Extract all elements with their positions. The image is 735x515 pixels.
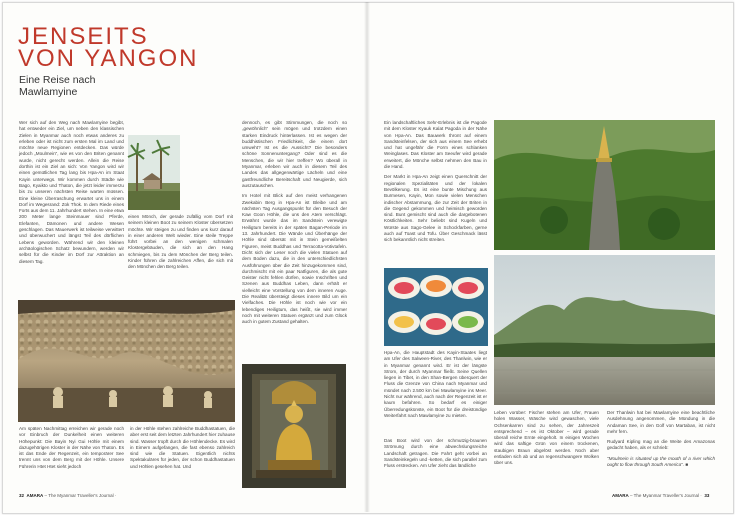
paragraph: Das Boot wird von der schmutzig-braunen Strömung durch eine abwechslungsreiche Landschaft getragen. Die Fahrt geht vorbei an Sandsteinkegeln und -ketten, die sich parallel zum Fluss erstrecken. Am Ufer zieht das ländliche [384, 438, 487, 469]
column-4-text [494, 410, 599, 490]
paragraph: Der Markt in Hpa-An zeigt einen Querschnitt der regionalen Spezialitäten und der lokalen Bevölkerung. Es ist eine bunte Mischung aus Burmesen, Kayin, Mon sowie vielen Menschen indischer Abstammung, die zur Zeit der Briten in die Gegend gekommen und heimisch geworden sind. Bunt gemischt sind auch die dargebotenen Köstlichkeiten. Sehr beliebt sind Kugeln und Würste aus Sago-Gelee in Schockfarben, gerne auch auf Toast und Tofu. Über Geschmack lässt sich bekanntlich nicht streiten. [384, 174, 487, 243]
article-subtitle-line1: Eine Reise nach [19, 74, 96, 86]
paragraph: Rudyard Kipling mag an die Weite des Amazonas gedacht haben, als er schrieb: [607, 439, 715, 451]
quote: "Moulmein is situated up the mouth of a river which ought to flow through South America". ■ [607, 455, 715, 468]
paragraph: Hpa-An, die Hauptstadt des Kayin-Staates liegt am Ufer des Salween-River, des Thanlwin, wie er in Myanmar genannt wird. Er ist der längste Strom, der durch Myanmar fließt. Seine Quellen liegen in Tibet, in den Shan-Bergen überquert der Fluss die Grenze von China nach Myanmar und mündet nach 2.500 km bei Mawlamyine ins Meer. Nicht nur während, auch nach der Regenzeit ist er kaum befahren. So bedarf es einiger Überredungskünste, ein Boot für die dreistündige Weiterfahrt nach Mawlamyine zu mieten. [384, 350, 487, 418]
photo-salween-river [494, 255, 715, 405]
paragraph: in der Höhle stehen zahlreiche Buddhastatuen, die aber erst seit dem letzten Jahrhundert hier zuhause sind. Wasser tropft durch die Höhlendecke. Es wird in Eimern aufgefangen, die fast ebenso zahlreich sind wie die Statuen. Eigentlich nichts Spektakuläres für jeden, der schon Buddhastatuen und Höhlen gesehen hat. Und [130, 426, 235, 469]
footer-brand-right: AMARA [612, 493, 629, 498]
article-subtitle [19, 74, 219, 98]
column-2-text [242, 120, 347, 360]
article-title [18, 23, 318, 72]
footer-journal-left: – The Myanmar Traveller's Journal · [43, 493, 117, 498]
column-1b-text [128, 214, 233, 294]
footer-right [612, 493, 709, 498]
photo-kyauk-kalat-pagoda [494, 120, 715, 250]
photo-village-palms [128, 135, 180, 210]
column-1-text [19, 120, 124, 320]
article-title-line1: JENSEITS [18, 23, 149, 50]
paragraph: Wer sich auf den Weg nach Mawlamyine begibt, hat entweder ein Ziel, um neben den klassischen Zielen in Myanmar auch noch etwas anderes zu erleben oder ist nicht zum ersten Mal im Land und möchte neue Regionen entdecken. Das würde jedoch „Moulmein“, wie es von den Briten genannt wurde, nicht gerecht werden. Allein die Reise dorthin ist ein Ziel an sich: Von Yangon wird wir einen gemütlichen Tag lang bis Hpa-An im Staat Kayin unterwegs. Wir kommen durch Städte wie Bago, Kyaikto und Thaton, die jetzt leider immerzu bis zu unseren nächsten Reise warten müssen. Eine kleine Überraschung erwartet uns in einem Dorf im Wegesrand: Zok Thok. In dem Riede eines Forts aus dem 11. Jahrhundert stehen. In eine etwa 200 Meter lange Steinmauer sind Pferde, Elefanten, Dämonen und andere Wesen geschlagen. Das Mauerwerk ist teilweise verwittert und überwuchert und längst Teil des dörflichen Lebens geworden. Während wir den kleinen archäologischen Schatz bewundern, werden wir selbst für die Kinder im Dorf zur Attraktion an diesem Tag. [19, 120, 124, 264]
paragraph: einen Mönch, der gerade zufällig vom Dorf mit seinem kleinen Boot zu seinem Kloster übersetzen möchte. Wir steigen zu und finden uns kurz darauf in einer anderen Welt wieder. Eine steile Treppe führt vorbei an den wenigen schmalen Klostergebäuden, die sich an den Hang schmiegen, bis zu dem Mönchen der Berg teilen. Kinder führen die zahlreichen Affen, die sich mit den Mönchen den Berg teilen. [128, 214, 233, 270]
page-number-left: 32 [19, 493, 25, 498]
footer-journal-right: – The Myanmar Traveller's Journal · [628, 493, 702, 498]
column-3d-text [384, 438, 487, 490]
paragraph: Der Thanlwin hat bei Mawlamyine eine beachtliche Ausdehnung angenommen, die Mündung in die Andaman See, in den Golf von Martaban, ist nicht mehr fern. [607, 410, 715, 434]
photo-cave-buddhas [18, 300, 235, 422]
paragraph: Ein landschaftliches Sehr-Erlebnis ist die Pagode mit dem Kloster Kyauk Kalat Pagoda in der Nähe von Hpa-An. Das Bauwerk thront auf einem Sandsteinfelsen, der sich aus einem See erhebt und hat ungefähr die Form eines schlanken Weinglases. Das Kloster am Seeufer wird gerade erweitert, die Mönche selbst nehmen den Bau in die Hand. [384, 120, 487, 170]
article-title-line2: VON YANGON [18, 45, 199, 72]
footer-brand-left: AMARA [26, 493, 44, 498]
paragraph: dennoch, es gibt Stimmungen, die noch so „gewöhnlich“ sein mögen und trotzdem einen starken Eindruck hinterlassen. Ist es wegen der buddhistischen Friedlichkeit, die einem dort umweht? Ist es die Aussicht? Die besonders schöne Sonnenuntergang? Oder sind es die Menschen, die wir hier treffen? Wo überall in Myanmar, erleben wir auch in diesem Teil des Landes das allgegenwärtige Lächeln und eine gastfreundliche Bereitschaft und Neugierde, sich auszutauschen. [242, 120, 347, 188]
photo-golden-buddha [242, 364, 346, 488]
column-1d-text [130, 426, 235, 488]
page-number-right: 33 [704, 493, 710, 498]
column-1c-text [19, 426, 124, 488]
column-5-text [607, 410, 715, 490]
paragraph: Am späten Nachmittag erreichen wir gerade noch vor Einbruch der Dunkelheit einen weiteren Höhepunkt: Die Bayin Nyi Gui Höhle mit einem dazugehörigen Kloster in der Nähe von Thaton. Es ist das Ende der Regenzeit, ein temporärer See trennt uns von dem Berg mit der Höhle. Unsere Führerin Htet Htet sieht jedoch [19, 426, 124, 469]
page-gutter [364, 2, 370, 512]
column-3c-text [384, 350, 487, 435]
paragraph: Leben vorüber: Fischer stehen am Ufer, Frauen holen Wasser, Wäsche wird gewaschen, viele Ochsenkarren sind zu sehen, der Jahreszeit entsprechend – es ist Oktober – wird gerade überall reiche Ernte eingeholt. In einigen Wochen wird das saftige Grün von einem trockenen, staubigen Braun abgelöst werden. Noch aber entladen sich ab und an regenschwangere Wolken über uns. [494, 410, 599, 466]
paragraph: Im Hotel mit Blick auf den meist verhangenen Zwekabin Berg in Hpa-An ist Bleibe und am nächsten Tag Ausgangspunkt für den Besuch der Kaw Goon Höhle, die uns den Atem verschlägt. Erwähnt wurde das im Sandstein verewigte Heiligtum bereits in der späten Bagan-Periode im 13. Jahrhundert. Die Wände und Überhänge der Höhle sind übersät mit in Stein gemeißelten Figuren, meist Buddhas und Terracotta-Votivtafeln. Dicht sich der Leser noch die vielen Statuen auf dem Boden dazu, die in den unterschiedlichsten Ausführungen über die Zeit hinzugekommen sind, durchmischt mit ein paar Natfiguren, die als gute Geister nicht fehlen dürfen, sowie Inschriften und Szenen aus Buddhas Leben, dann erhält er vielleicht eine Vorstellung von dem inneren Auge. Die Realität übersteigt dieses innere Bild um ein Vielfaches. Die Höhle ist noch wie vor ein lebendiges Heiligtum, das heißt, sie wird immer noch mit weiteren Statuen ergänzt und zum Glück auch in gutem Zustand gehalten. [242, 193, 347, 325]
column-3-text [384, 120, 487, 243]
photo-market-sweets [384, 268, 488, 346]
footer-left [19, 493, 116, 498]
article-subtitle-line2: Mawlamyine [19, 86, 78, 98]
